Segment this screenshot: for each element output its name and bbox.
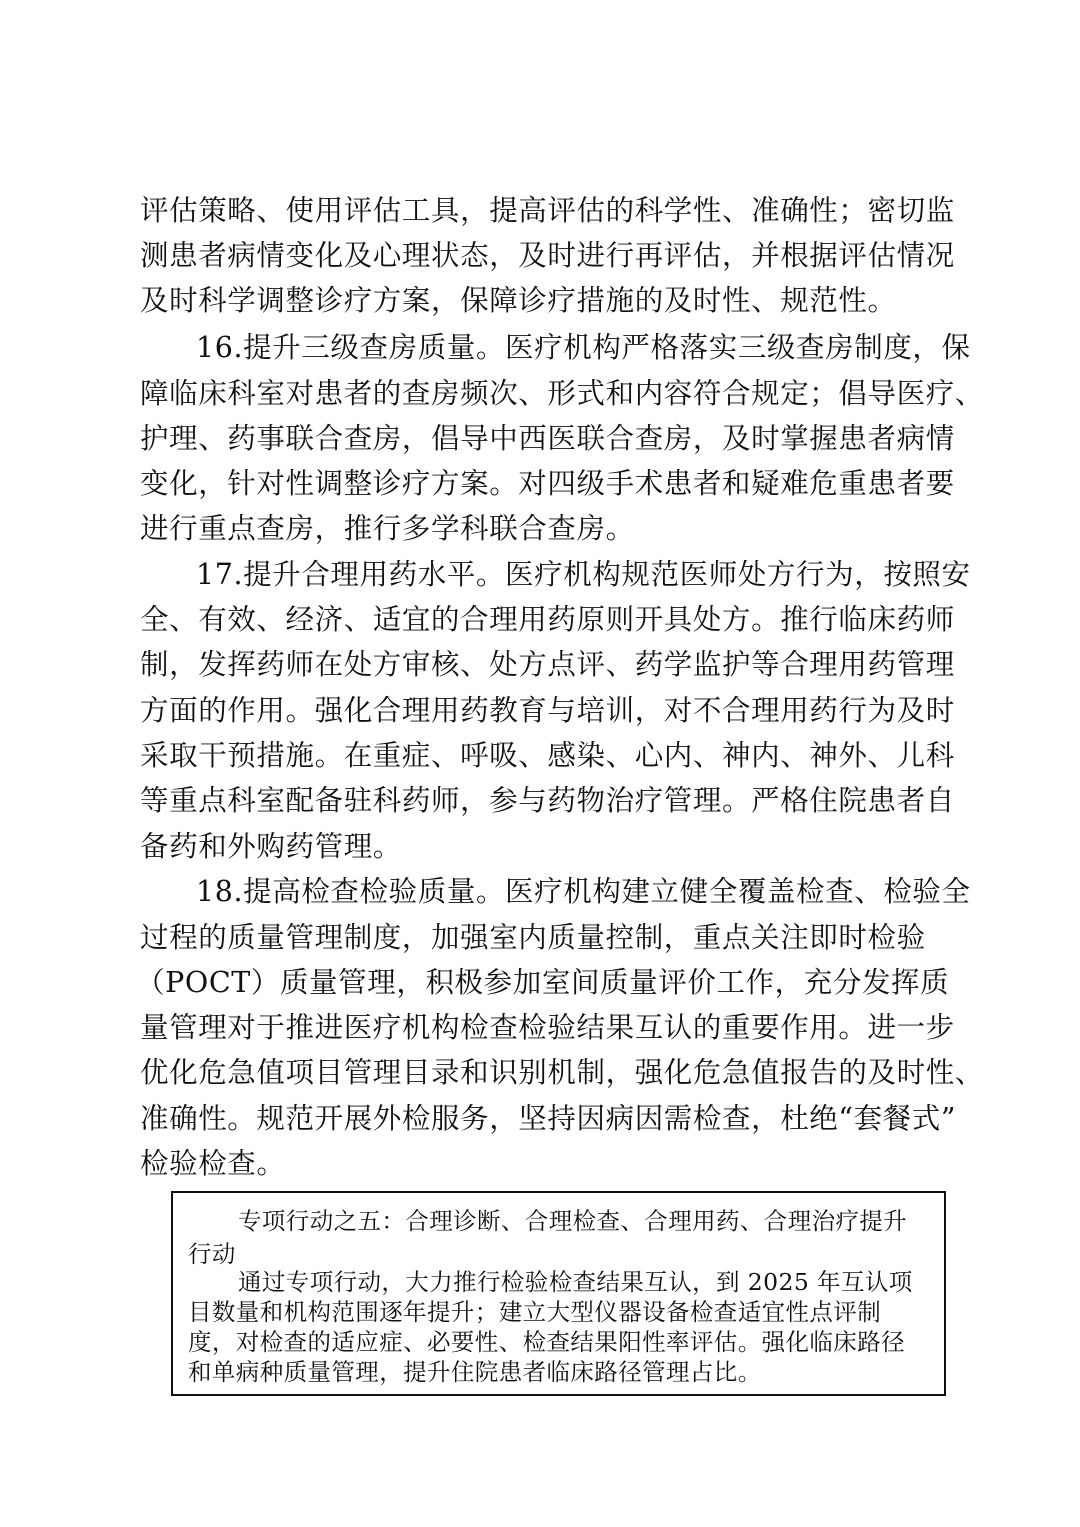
box-body-line: 通过专项行动，大力推行检验检查结果互认，到 2025 年互认项 xyxy=(238,1268,913,1296)
paragraph-line: 过程的质量管理制度，加强室内质量控制，重点关注即时检验 xyxy=(140,921,926,954)
paragraph-line: 量管理对于推进医疗机构检查检验结果互认的重要作用。进一步 xyxy=(140,1011,955,1044)
box-title-line: 行动 xyxy=(188,1240,236,1268)
section-18-first-line: 18.提高检查检验质量。医疗机构建立健全覆盖检查、检验全 xyxy=(196,875,971,908)
paragraph-line: 护理、药事联合查房，倡导中西医联合查房，及时掌握患者病情 xyxy=(140,422,955,455)
paragraph-line: 全、有效、经济、适宜的合理用药原则开具处方。推行临床药师 xyxy=(140,603,955,636)
box-body-line: 度，对检查的适应症、必要性、检查结果阳性率评估。强化临床路径 xyxy=(188,1328,905,1356)
paragraph-line: 测患者病情变化及心理状态，及时进行再评估，并根据评估情况 xyxy=(140,239,955,272)
box-body-line: 和单病种质量管理，提升住院患者临床路径管理占比。 xyxy=(188,1358,762,1386)
section-17-first-line: 17.提升合理用药水平。医疗机构规范医师处方行为，按照安 xyxy=(196,558,971,591)
paragraph-line: 评估策略、使用评估工具，提高评估的科学性、准确性；密切监 xyxy=(140,194,955,227)
paragraph-line: 检验检查。 xyxy=(140,1147,286,1180)
paragraph-line: 及时科学调整诊疗方案，保障诊疗措施的及时性、规范性。 xyxy=(140,284,897,317)
paragraph-line: 制，发挥药师在处方审核、处方点评、药学监护等合理用药管理 xyxy=(140,648,955,681)
paragraph-line: 备药和外购药管理。 xyxy=(140,830,402,863)
paragraph-line: 采取干预措施。在重症、呼吸、感染、心内、神内、神外、儿科 xyxy=(140,739,955,772)
paragraph-line: 障临床科室对患者的查房频次、形式和内容符合规定；倡导医疗、 xyxy=(140,377,984,410)
section-16-first-line: 16.提升三级查房质量。医疗机构严格落实三级查房制度，保 xyxy=(196,331,971,364)
paragraph-line: 进行重点查房，推行多学科联合查房。 xyxy=(140,512,635,545)
paragraph-line: 变化，针对性调整诊疗方案。对四级手术患者和疑难危重患者要 xyxy=(140,467,955,500)
paragraph-line: 准确性。规范开展外检服务，坚持因病因需检查，杜绝“套餐式” xyxy=(140,1102,957,1135)
paragraph-line: 方面的作用。强化合理用药教育与培训，对不合理用药行为及时 xyxy=(140,694,955,727)
box-title-line: 专项行动之五：合理诊断、合理检查、合理用药、合理治疗提升 xyxy=(238,1207,908,1235)
paragraph-line: 等重点科室配备驻科药师，参与药物治疗管理。严格住院患者自 xyxy=(140,784,955,817)
box-body-line: 目数量和机构范围逐年提升；建立大型仪器设备检查适宜性点评制 xyxy=(188,1298,882,1326)
paragraph-line: 优化危急值项目管理目录和识别机制，强化危急值报告的及时性、 xyxy=(140,1056,984,1089)
paragraph-line: （POCT）质量管理，积极参加室间质量评价工作，充分发挥质 xyxy=(136,966,950,999)
